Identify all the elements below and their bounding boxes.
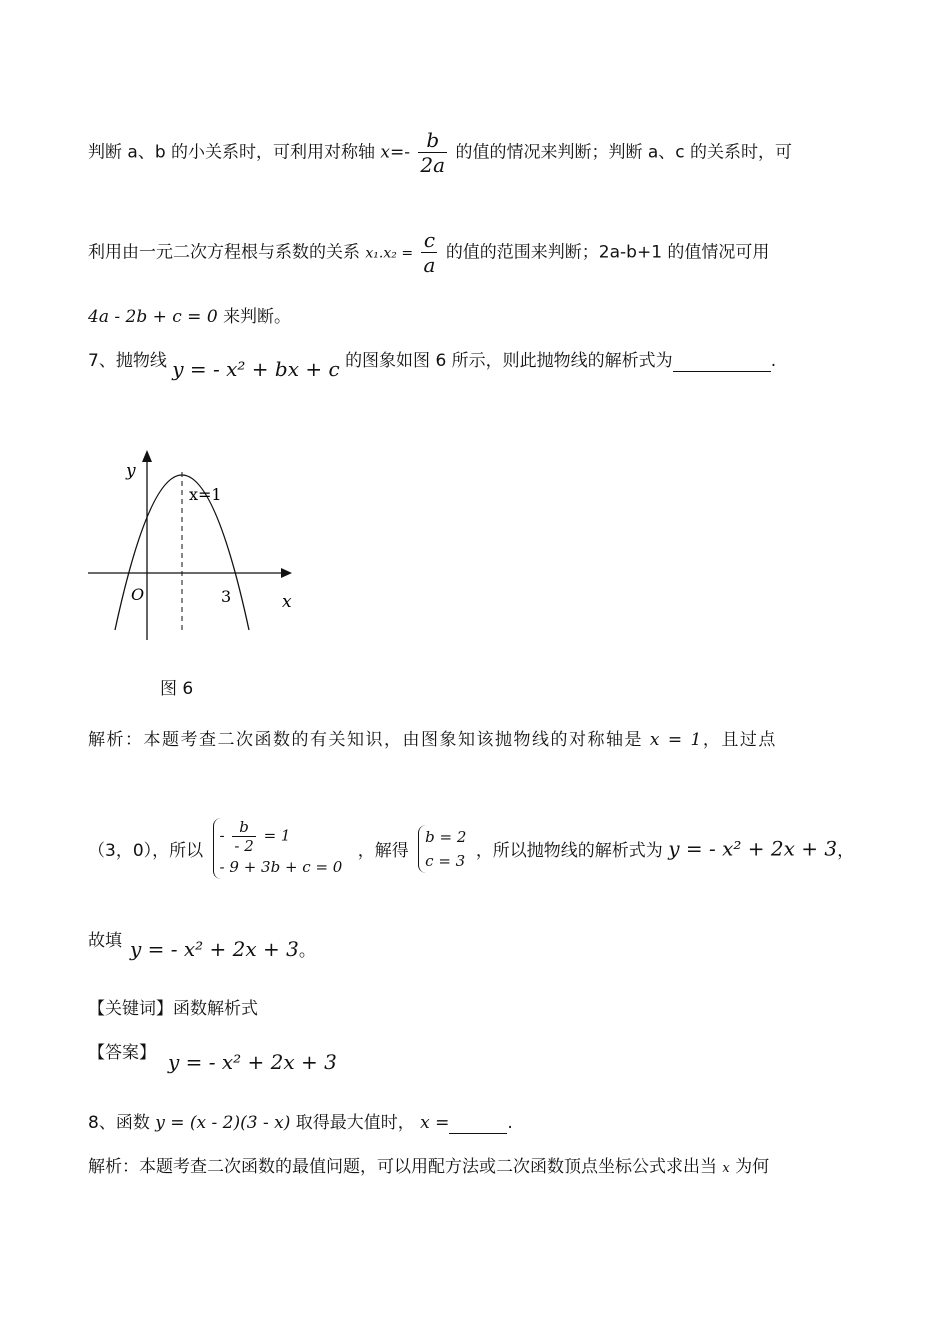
answer-blank[interactable] (673, 351, 771, 372)
math-expr: = 1 (263, 826, 291, 845)
question-number: 7、抛物线 (88, 351, 167, 371)
symmetry-label: x=1 (189, 485, 222, 504)
math-formula: y = (x - 2)(3 - x) (155, 1113, 291, 1133)
text: 来判断。 (223, 307, 292, 327)
fraction-den: 2a (420, 153, 446, 177)
keyword-label: 【关键词】 (88, 999, 173, 1019)
text: 解析：本题考查二次函数的最值问题，可以用配方法或二次函数顶点坐标公式求出当 (88, 1157, 717, 1177)
parabola-curve (115, 475, 249, 630)
math-var: x (722, 1161, 730, 1176)
fraction-num: b (232, 818, 255, 837)
para-line-3 (88, 302, 291, 327)
system-row: c = 3 (425, 851, 466, 870)
q8-solution-line (88, 1152, 769, 1177)
text: . (770, 351, 777, 371)
keyword-line (88, 994, 258, 1019)
text: 故填 (88, 931, 122, 951)
fraction-c-over-a (421, 228, 437, 277)
figure-caption: 图 6 (160, 679, 194, 699)
para-line-1 (88, 128, 792, 177)
text: 的值的情况来判断；判断 a、c 的关系时，可 (455, 142, 793, 163)
equation-system-2 (418, 825, 466, 873)
question-8 (88, 1108, 513, 1134)
fraction-den: a (423, 253, 436, 277)
text: 取得最大值时， (295, 1113, 415, 1133)
text: 。 (298, 941, 316, 961)
solution-line-2 (88, 818, 854, 879)
math-expr: 4a - 2b + c = 0 (88, 307, 218, 327)
parabola-figure (80, 440, 320, 650)
math-expr: x = 1 (649, 730, 703, 750)
y-label: y (126, 461, 136, 481)
math-formula: y = - x² + 2x + 3 (130, 937, 299, 961)
answer-label-line (88, 1038, 156, 1063)
y-axis-arrow (142, 450, 152, 462)
text: 为何 (735, 1157, 770, 1177)
math-formula: y = - x² + 2x + 3 (668, 836, 838, 861)
keyword-text: 函数解析式 (173, 999, 258, 1019)
math-formula: y = - x² + bx + c (172, 357, 340, 381)
text: 的值的范围来判断；2a-b+1 的值情况可用 (445, 242, 770, 263)
x-label: x (282, 592, 292, 612)
answer-blank[interactable] (449, 1113, 507, 1134)
text: ，且过点 (702, 730, 777, 750)
math-op: =- (390, 142, 411, 163)
para-line-2 (88, 228, 769, 277)
fraction (232, 818, 255, 855)
fraction-num: b (418, 128, 447, 153)
math-expr: x = (420, 1113, 450, 1133)
text: 的图象如图 6 所示，则此抛物线的解析式为 (345, 351, 673, 371)
math-var: x (380, 142, 391, 163)
text: 判断 a、b 的小关系时，可利用对称轴 (88, 142, 376, 163)
question-7 (88, 346, 777, 381)
solution-line-1 (88, 725, 777, 750)
fraction-num: c (421, 228, 437, 253)
math-expr: x₁.x₂ = (365, 245, 414, 262)
origin-label: O (131, 585, 145, 604)
answer-label: 【答案】 (88, 1043, 156, 1063)
tick-label: 3 (221, 587, 232, 606)
text: 解析：本题考查二次函数的有关知识，由图象知该抛物线的对称轴是 (88, 730, 643, 750)
fraction-den: - 2 (234, 837, 254, 855)
solution-line-3 (88, 926, 122, 951)
question-number: 8、函数 (88, 1113, 150, 1133)
text: （3，0），所以 (88, 841, 204, 861)
fraction-b-over-2a (418, 128, 447, 177)
text: ，解得 (357, 841, 409, 861)
text: . (507, 1113, 513, 1133)
answer-formula: y = - x² + 2x + 3 (168, 1050, 337, 1074)
equation-system-1 (213, 818, 343, 879)
solution-line-3-formula (130, 936, 316, 961)
math-op: - (219, 826, 225, 845)
system-row: b = 2 (425, 827, 467, 846)
text: ， (837, 841, 855, 861)
x-axis-arrow (281, 568, 292, 578)
text: ，所以抛物线的解析式为 (475, 841, 663, 861)
text: 利用由一元二次方程根与系数的关系 (88, 242, 360, 263)
system-row: - 9 + 3b + c = 0 (219, 858, 343, 876)
answer-formula-line (168, 1050, 337, 1074)
system-row (220, 818, 343, 855)
